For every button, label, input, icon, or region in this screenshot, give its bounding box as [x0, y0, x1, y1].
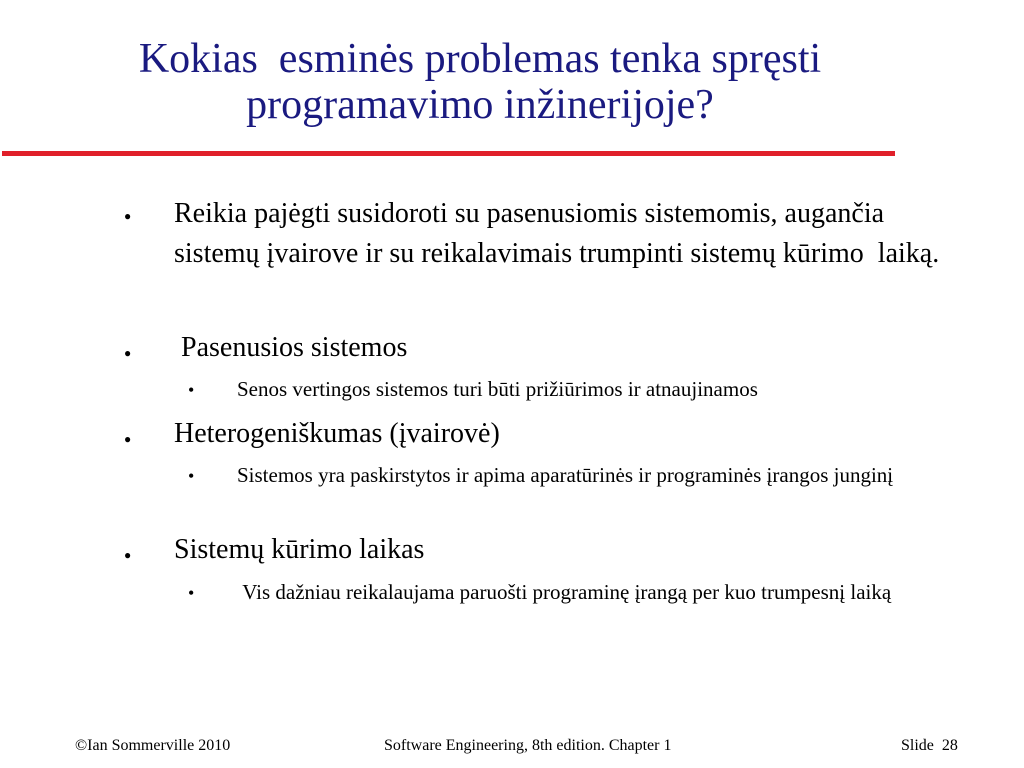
bullet-text: Reikia pajėgti susidoroti su pasenusiomis sistemomis, augančia sistemų įvairove ir su reikalavimais trumpinti sistemų kūrimo laiką.	[174, 198, 940, 269]
bullet-text: Heterogeniškumas (įvairovė)	[174, 418, 500, 449]
sub-bullet-text: Sistemos yra paskirstytos ir apima aparatūrinės ir programinės įrangos junginį	[237, 463, 894, 487]
footer-slide-number: Slide 28	[901, 737, 958, 754]
footer-copyright: ©Ian Sommerville 2010	[75, 737, 231, 754]
bullet-marker: ●	[124, 346, 132, 360]
sub-bullet-text: Vis dažniau reikalaujama paruošti programinę įrangą per kuo trumpesnį laiką	[237, 580, 892, 604]
footer-book-title: Software Engineering, 8th edition. Chapter 1	[384, 737, 672, 754]
bullet-marker: ●	[124, 548, 132, 562]
bullet-marker: ●	[124, 209, 132, 223]
sub-bullet-marker: •	[188, 380, 195, 400]
slide-title: Kokias esminės problemas tenka spręsti programavimo inžinerijoje?	[138, 36, 822, 128]
sub-bullet-marker: •	[188, 583, 195, 603]
bullet-text: Pasenusios sistemos	[174, 332, 408, 363]
sub-bullet-marker: •	[188, 466, 195, 486]
bullet-text: Sistemų kūrimo laikas	[174, 534, 425, 565]
sub-bullet-text: Senos vertingos sistemos turi būti prižiūrimos ir atnaujinamos	[237, 377, 758, 401]
bullet-marker: ●	[124, 432, 132, 446]
